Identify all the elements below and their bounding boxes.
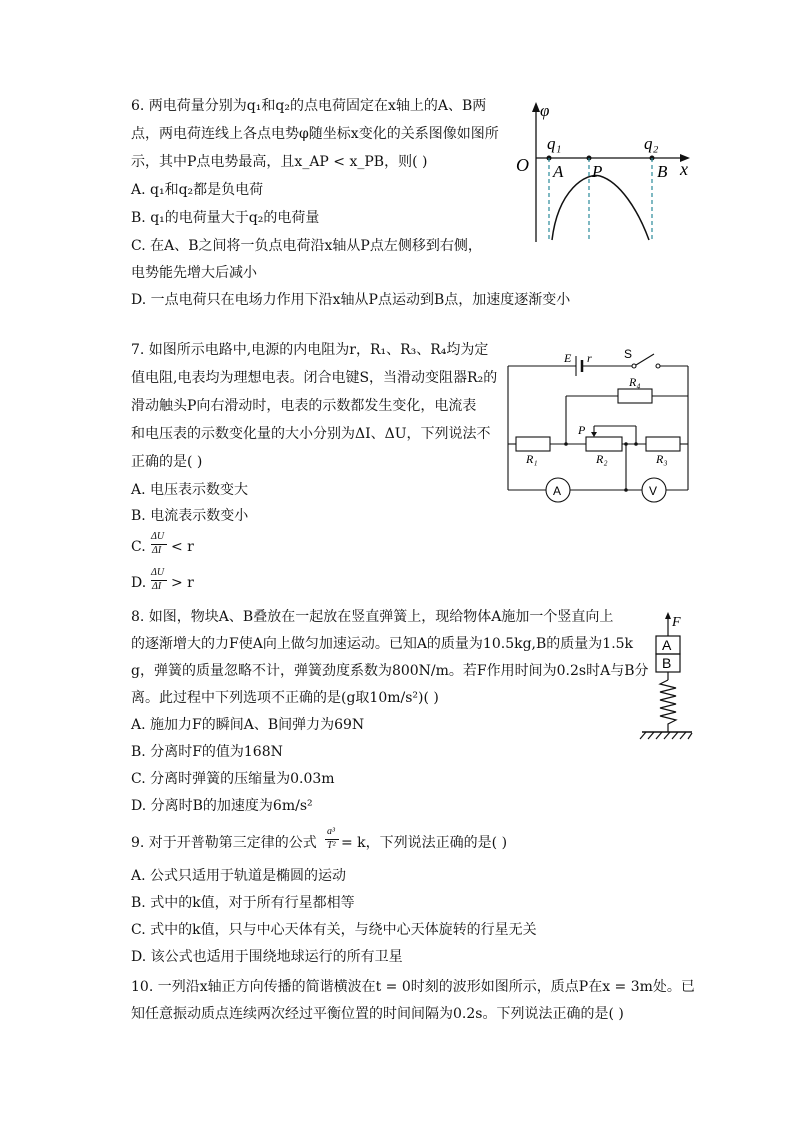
q6-option-c-line-1: C. 在A、B之间将一负点电荷沿x轴从P点左侧移到右侧， bbox=[131, 238, 482, 254]
q10-stem-line-1: 10. 一列沿x轴正方向传播的简谐横波在t = 0时刻的波形如图所示，质点P在x = 3m处。已 bbox=[131, 979, 695, 995]
q9-option-b: B. 式中的k值，对于所有行星都相等 bbox=[131, 895, 355, 911]
q7-internal-resistance-label: r bbox=[587, 351, 592, 365]
q7-option-a: A. 电压表示数变大 bbox=[131, 482, 249, 498]
q6-axis-x-label: x bbox=[680, 159, 688, 179]
q7-option-c-label: C. bbox=[131, 539, 146, 555]
q7-stem-line-2: 值电阻,电表均为理想电表。闭合电键S，当滑动变阻器R₂的 bbox=[131, 370, 498, 386]
q8-option-d: D. 分离时B的加速度为6m/s² bbox=[131, 798, 313, 814]
q7-r4-label: R₄ bbox=[629, 375, 641, 389]
q7-option-d-label: D. bbox=[131, 575, 147, 591]
q8-force-label: F bbox=[672, 615, 681, 630]
q7-stem-line-4: 和电压表的示数变化量的大小分别为ΔI、ΔU，下列说法不 bbox=[131, 426, 491, 442]
q7-emf-label: E bbox=[564, 351, 572, 365]
q7-option-d-denominator: ΔI bbox=[152, 581, 162, 592]
q6-stem-line-1: 6. 两电荷量分别为q₁和q₂的点电荷固定在x轴上的A、B两 bbox=[131, 98, 487, 114]
q7-r2-label: R₂ bbox=[596, 452, 608, 466]
q8-spring-blocks-figure bbox=[636, 612, 696, 746]
q6-option-b: B. q₁的电荷量大于q₂的电荷量 bbox=[131, 210, 320, 226]
q7-slider-p-label: P bbox=[578, 423, 586, 437]
q7-circuit-diagram bbox=[502, 344, 696, 504]
q6-option-d: D. 一点电荷只在电场力作用下沿x轴从P点运动到B点，加速度逐渐变小 bbox=[131, 292, 571, 308]
q9-formula-numerator: a³ bbox=[327, 826, 335, 837]
q8-option-c: C. 分离时弹簧的压缩量为0.03m bbox=[131, 771, 335, 787]
q7-stem-line-3: 滑动触头P向右滑动时，电表的示数都发生变化，电流表 bbox=[131, 398, 477, 414]
q8-stem-line-2: 的逐渐增大的力F使A向上做匀加速运动。已知A的质量为10.5kg,B的质量为1.5k bbox=[131, 636, 634, 652]
q7-option-d-numerator: ΔU bbox=[151, 567, 165, 578]
q8-stem-line-4: 离。此过程中下列选项不正确的是(g取10m/s²)( ) bbox=[131, 690, 439, 706]
q8-stem-line-1: 8. 如图，物块A、B叠放在一起放在竖直弹簧上，现给物体A施加一个竖直向上 bbox=[131, 609, 614, 625]
q6-q2-label: q₂ bbox=[644, 134, 659, 153]
q8-option-a: A. 施加力F的瞬间A、B间弹力为69N bbox=[131, 717, 365, 733]
q10-stem-line-2: 知任意振动质点连续两次经过平衡位置的时间间隔为0.2s。下列说法正确的是( ) bbox=[131, 1006, 624, 1022]
q7-voltmeter-label: V bbox=[649, 484, 658, 498]
q7-ammeter-label: A bbox=[553, 484, 562, 498]
q6-point-p-label: P bbox=[592, 162, 603, 181]
q9-formula-denominator: T² bbox=[327, 840, 336, 851]
q6-axis-phi-label: φ bbox=[540, 101, 550, 120]
q6-origin-label: O bbox=[516, 155, 529, 175]
q8-option-b: B. 分离时F的值为168N bbox=[131, 744, 283, 760]
q8-block-b-label: B bbox=[662, 655, 672, 671]
q7-option-c-relation: < r bbox=[171, 539, 194, 555]
q9-option-d: D. 该公式也适用于围绕地球运行的所有卫星 bbox=[131, 949, 403, 965]
q6-point-a-label: A bbox=[553, 162, 564, 181]
q7-stem-line-1: 7. 如图所示电路中,电源的内电阻为r，R₁、R₃、R₄均为定 bbox=[131, 342, 489, 358]
q7-option-c-denominator: ΔI bbox=[152, 545, 162, 556]
q7-r1-label: R₁ bbox=[526, 452, 538, 466]
q9-option-c: C. 式中的k值，只与中心天体有关，与绕中心天体旋转的行星无关 bbox=[131, 922, 537, 938]
q6-stem-line-2: 点，两电荷连线上各点电势φ随坐标x变化的关系图像如图所 bbox=[131, 126, 499, 142]
q6-option-a: A. q₁和q₂都是负电荷 bbox=[131, 182, 264, 198]
q6-potential-graph bbox=[508, 100, 698, 245]
q7-stem-line-5: 正确的是( ) bbox=[131, 454, 203, 470]
q8-block-a-label: A bbox=[662, 637, 672, 653]
q8-stem-line-3: g，弹簧的质量忽略不计，弹簧劲度系数为800N/m。若F作用时间为0.2s时A与B分 bbox=[131, 663, 649, 679]
q6-stem-line-3: 示，其中P点电势最高，且x_AP < x_PB，则( ) bbox=[131, 154, 428, 170]
q9-stem-post: = k，下列说法正确的是( ) bbox=[341, 835, 508, 851]
q7-r3-label: R₃ bbox=[656, 452, 668, 466]
q6-option-c-line-2: 电势能先增大后减小 bbox=[131, 265, 257, 281]
q6-q1-label: q₁ bbox=[547, 134, 562, 153]
q7-option-b: B. 电流表示数变小 bbox=[131, 508, 249, 524]
q7-switch-label: S bbox=[624, 347, 633, 361]
q6-point-b-label: B bbox=[657, 162, 668, 181]
q7-option-d-relation: > r bbox=[171, 575, 194, 591]
q9-option-a: A. 公式只适用于轨道是椭圆的运动 bbox=[131, 868, 347, 884]
q9-stem-pre: 9. 对于开普勒第三定律的公式 bbox=[131, 835, 317, 851]
q7-option-c-numerator: ΔU bbox=[151, 531, 165, 542]
